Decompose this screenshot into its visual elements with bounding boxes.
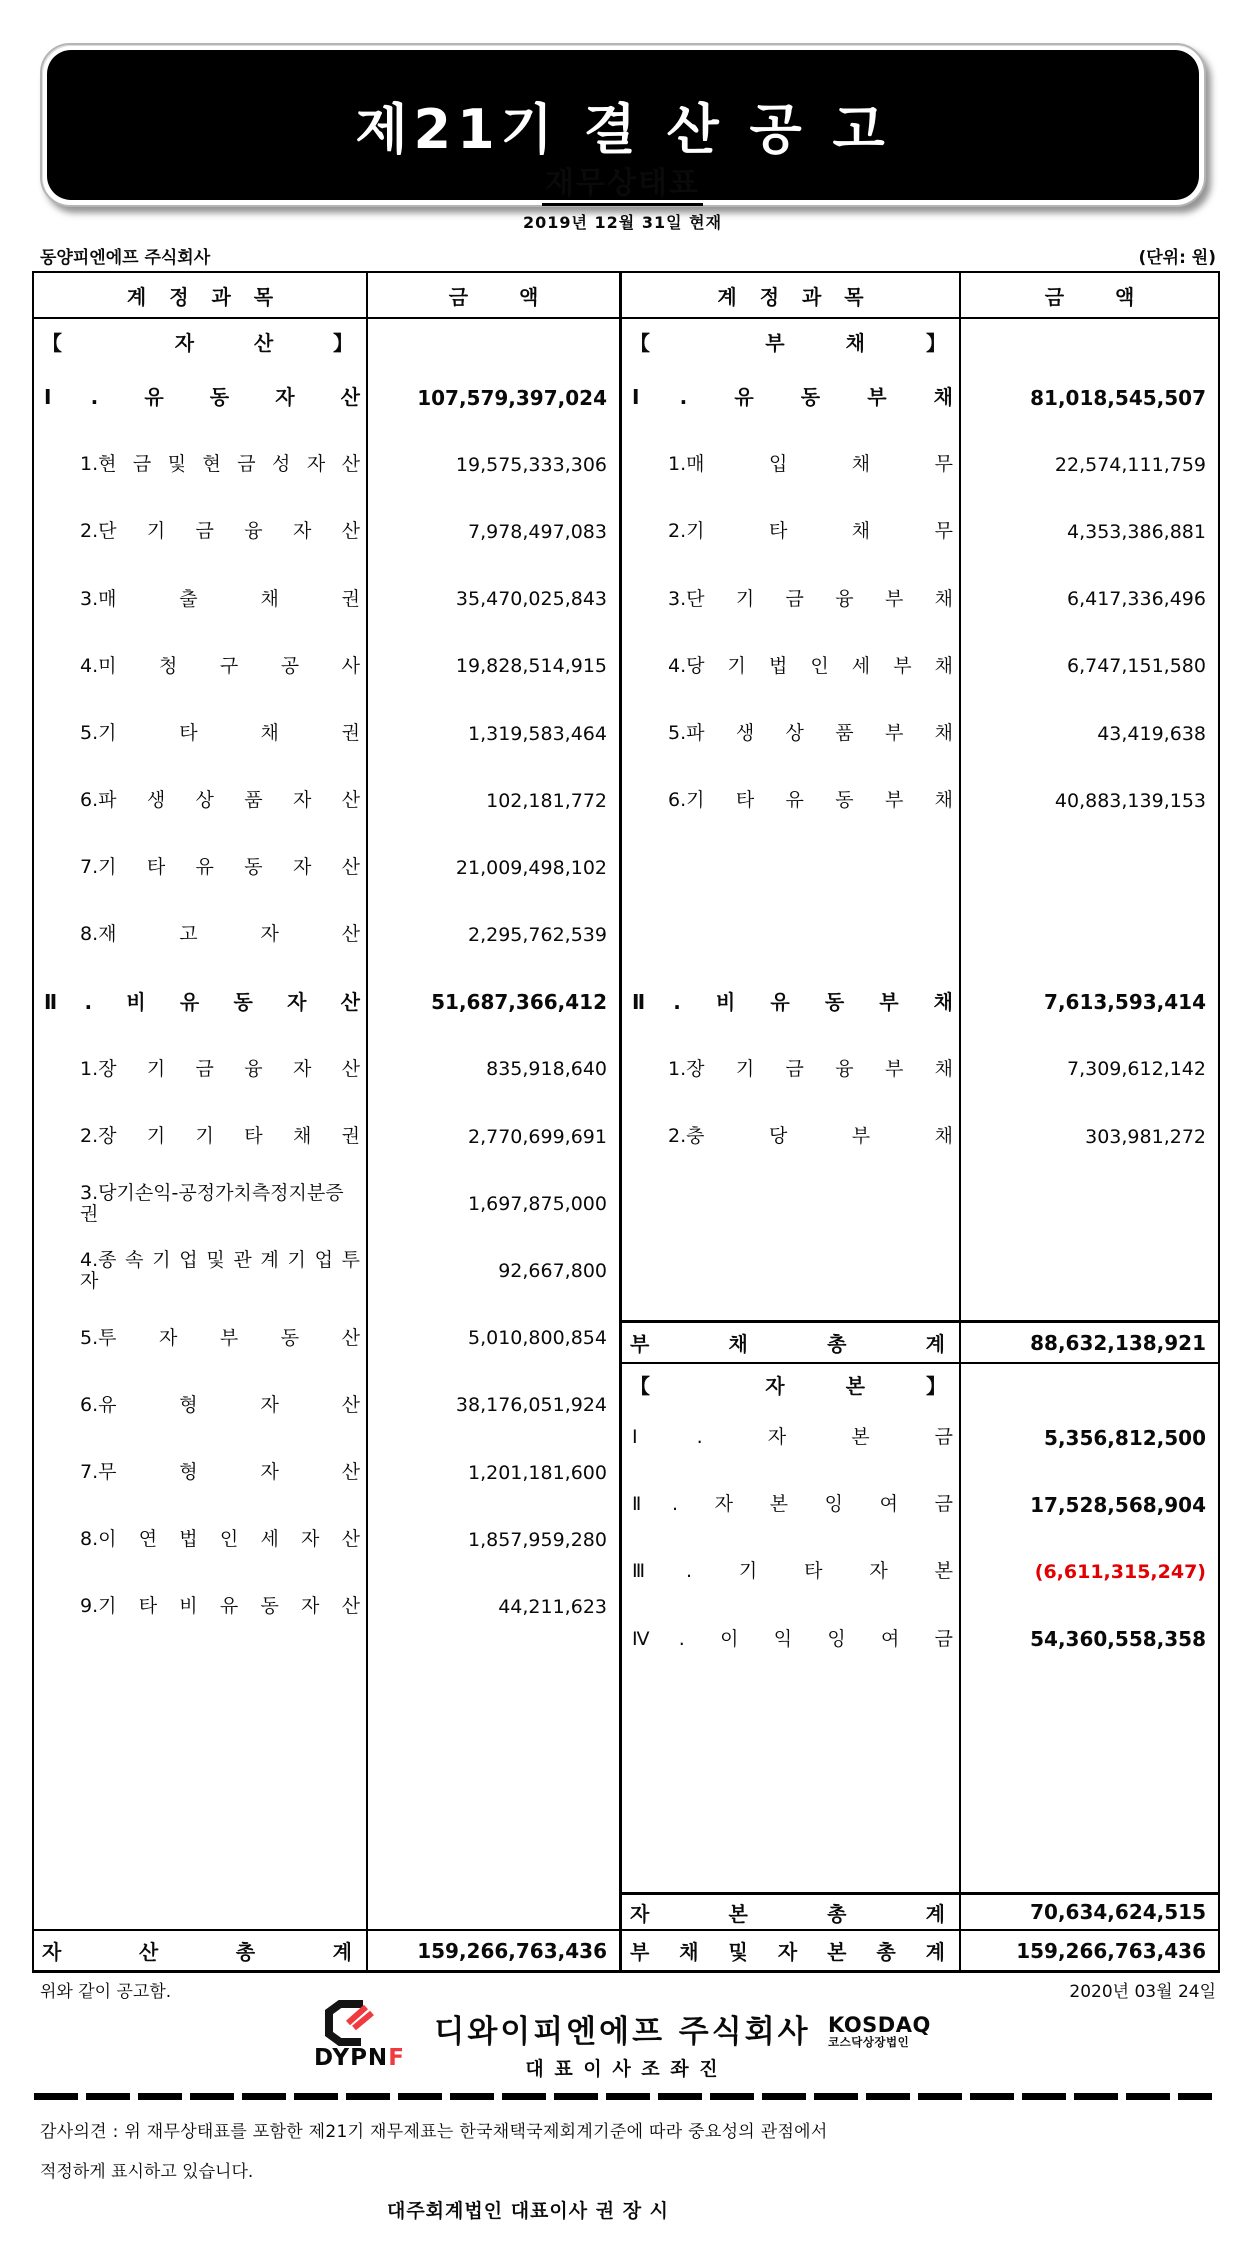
amount-value: 40,883,139,153 bbox=[1054, 789, 1206, 812]
amount-value-negative: (6,611,315,247) bbox=[1034, 1560, 1206, 1583]
liabilities-amount-column bbox=[959, 317, 1218, 1320]
account-label: 1.장 기 금 융 부 채 bbox=[668, 1057, 953, 1080]
amount-value: 107,579,397,024 bbox=[417, 385, 607, 410]
account-label: Ⅱ. 비 유 동 부 채 bbox=[632, 990, 953, 1015]
account-label: 9.기 타 비 유 동 자 산 bbox=[80, 1595, 360, 1618]
amount-value: 1,319,583,464 bbox=[467, 722, 607, 745]
equity-section-label: 【 자 본 】 bbox=[630, 1373, 946, 1398]
assets-total-label: 자 산 총 계 bbox=[42, 1940, 352, 1964]
amount-value: 7,613,593,414 bbox=[1044, 990, 1206, 1015]
account-label: 1.장 기 금 융 자 산 bbox=[80, 1057, 360, 1080]
account-label: 1.현 금 및 현 금 성 자 산 bbox=[80, 453, 360, 476]
auditor-line: 대주회계법인 대표이사 권 장 시 bbox=[386, 2200, 670, 2222]
amount-value: 5,010,800,854 bbox=[467, 1327, 607, 1350]
amount-value: 17,528,568,904 bbox=[1030, 1492, 1206, 1517]
liabilities-label-column bbox=[619, 317, 959, 1320]
header-amount-right: 금 액 bbox=[959, 273, 1218, 317]
amount-value: 303,981,272 bbox=[1085, 1125, 1206, 1148]
account-label: Ⅱ. 비 유 동 자 산 bbox=[44, 990, 360, 1015]
header-account-left: 계 정 과 목 bbox=[126, 284, 274, 309]
assets-section-label: 【 자 산 】 bbox=[42, 331, 353, 355]
account-label: 4.미 청 구 공 사 bbox=[80, 654, 360, 677]
liabilities-section-label: 【 부 채 】 bbox=[630, 331, 946, 355]
amount-value: 51,687,366,412 bbox=[431, 990, 607, 1015]
statement-title: 재무상태표 bbox=[542, 158, 703, 206]
account-label: Ⅲ. 기 타 자 본 bbox=[632, 1560, 953, 1583]
amount-value: 4,353,386,881 bbox=[1066, 520, 1206, 543]
meta-row bbox=[40, 243, 1216, 268]
account-label: Ⅰ. 유 동 자 산 bbox=[44, 385, 360, 410]
account-label: 6.유 형 자 산 bbox=[80, 1393, 360, 1416]
account-label: 7.기 타 유 동 자 산 bbox=[80, 856, 360, 879]
logo-text-red: F bbox=[388, 2045, 405, 2071]
liabilities-equity-total-label: 부 채 및 자 본 총 계 bbox=[630, 1940, 945, 1964]
amount-value: 5,356,812,500 bbox=[1044, 1425, 1206, 1450]
account-label: 3.매 출 채 권 bbox=[80, 587, 360, 610]
amount-value: 1,697,875,000 bbox=[467, 1192, 607, 1215]
amount-value: 81,018,545,507 bbox=[1030, 385, 1206, 410]
amount-value: 92,667,800 bbox=[498, 1260, 607, 1283]
account-label: 4.종 속 기 업 및 관 계 기 업 투 자 bbox=[80, 1248, 360, 1293]
amount-value: 1,857,959,280 bbox=[467, 1528, 607, 1551]
account-label: 3.단 기 금 융 부 채 bbox=[668, 587, 953, 610]
liabilities-total-amount: 88,632,138,921 bbox=[959, 1320, 1218, 1362]
amount-value: 1,201,181,600 bbox=[467, 1461, 607, 1484]
announce-note: 위와 같이 공고함. bbox=[40, 1982, 172, 2002]
account-label: 3.당기손익-공정가치측정지분증권 bbox=[80, 1181, 344, 1225]
unit-note: (단위: 원) bbox=[1138, 248, 1216, 268]
amount-value: 35,470,025,843 bbox=[455, 588, 607, 611]
equity-total-row bbox=[619, 1892, 959, 1929]
kosdaq-listed-label: 코스닥상장법인 bbox=[828, 2035, 910, 2050]
amount-value: 2,770,699,691 bbox=[467, 1125, 607, 1148]
audit-opinion-line1: 감사의견 : 위 재무상태표를 포함한 제21기 재무제표는 한국채택국제회계기준에 따라 중요성의 관점에서 bbox=[40, 2122, 828, 2142]
equity-amount-column bbox=[959, 1362, 1218, 1892]
company-name: 동양피엔에프 주식회사 bbox=[40, 248, 211, 268]
amount-value: 7,309,612,142 bbox=[1066, 1058, 1206, 1081]
header-account-right: 계 정 과 목 bbox=[619, 273, 959, 317]
amount-value: 835,918,640 bbox=[486, 1058, 607, 1081]
liabilities-total-row bbox=[619, 1320, 959, 1362]
balance-sheet-table bbox=[32, 271, 1220, 1973]
account-label: 2.장 기 기 타 채 권 bbox=[80, 1125, 360, 1148]
amount-value: 22,574,111,759 bbox=[1054, 453, 1206, 476]
equity-total-label: 자 본 총 계 bbox=[630, 1901, 945, 1926]
announce-date: 2020년 03월 24일 bbox=[1069, 1982, 1216, 2002]
account-label: 4.당 기 법 인 세 부 채 bbox=[668, 654, 953, 677]
account-label: Ⅱ. 자 본 잉 여 금 bbox=[632, 1493, 953, 1516]
account-label: 8.재 고 자 산 bbox=[80, 923, 360, 946]
assets-label-column bbox=[34, 317, 366, 1929]
amount-value: 6,417,336,496 bbox=[1066, 588, 1206, 611]
assets-total-amount: 159,266,763,436 bbox=[366, 1929, 619, 1970]
amount-value: 2,295,762,539 bbox=[467, 924, 607, 947]
amount-value: 38,176,051,924 bbox=[455, 1394, 607, 1417]
amount-value: 44,211,623 bbox=[498, 1595, 607, 1618]
account-label: Ⅰ. 자 본 금 bbox=[632, 1425, 953, 1448]
statement-subtitle-wrap bbox=[0, 158, 1245, 206]
liabilities-equity-total-row bbox=[619, 1929, 959, 1970]
amount-value: 21,009,498,102 bbox=[455, 856, 607, 879]
section-divider bbox=[34, 2093, 1212, 2100]
ceo-line: 대 표 이 사 조 좌 진 bbox=[525, 2058, 720, 2080]
kosdaq-badge bbox=[828, 2014, 931, 2048]
account-label: 6.기 타 유 동 부 채 bbox=[668, 789, 953, 812]
account-label: 8.이 연 법 인 세 자 산 bbox=[80, 1528, 360, 1551]
logo-text-black: DYPN bbox=[314, 2045, 389, 2071]
account-label: 2.충 당 부 채 bbox=[668, 1125, 953, 1148]
amount-value: 7,978,497,083 bbox=[467, 520, 607, 543]
assets-total-row bbox=[34, 1929, 366, 1970]
account-label: 5.기 타 채 권 bbox=[80, 721, 360, 744]
equity-label-column bbox=[619, 1362, 959, 1892]
account-label: 7.무 형 자 산 bbox=[80, 1460, 360, 1483]
as-of-date: 2019년 12월 31일 현재 bbox=[522, 213, 723, 232]
liabilities-equity-total-amount: 159,266,763,436 bbox=[959, 1929, 1218, 1970]
announce-row bbox=[40, 1977, 1216, 2002]
announcement-title: 제21기 결 산 공 고 bbox=[355, 97, 891, 161]
equity-total-amount: 70,634,624,515 bbox=[959, 1892, 1218, 1929]
account-label: 5.파 생 상 품 부 채 bbox=[668, 721, 953, 744]
audit-opinion-line2: 적정하게 표시하고 있습니다. bbox=[40, 2162, 254, 2182]
amount-value: 19,575,333,306 bbox=[455, 453, 607, 476]
amount-value: 54,360,558,358 bbox=[1030, 1627, 1206, 1652]
liabilities-total-label: 부 채 총 계 bbox=[630, 1332, 945, 1356]
account-label: Ⅳ. 이 익 잉 여 금 bbox=[632, 1627, 953, 1650]
account-label: 1.매 입 채 무 bbox=[668, 453, 953, 476]
account-label: 6.파 생 상 품 자 산 bbox=[80, 789, 360, 812]
signature-block bbox=[0, 2000, 1245, 2090]
amount-value: 102,181,772 bbox=[486, 789, 607, 812]
amount-value: 6,747,151,580 bbox=[1066, 655, 1206, 678]
account-label: 2.기 타 채 무 bbox=[668, 520, 953, 543]
assets-amount-column bbox=[366, 317, 619, 1929]
account-label: Ⅰ. 유 동 부 채 bbox=[632, 385, 953, 410]
header-amount-left: 금 액 bbox=[366, 273, 619, 317]
signature-company-name: 디와이피엔에프 주식회사 bbox=[434, 2014, 811, 2050]
kosdaq-logo-text: KOSDAQ bbox=[828, 2013, 931, 2037]
account-label: 2.단 기 금 융 자 산 bbox=[80, 520, 360, 543]
amount-value: 19,828,514,915 bbox=[455, 655, 607, 678]
account-label: 5.투 자 부 동 산 bbox=[80, 1326, 360, 1349]
amount-value: 43,419,638 bbox=[1097, 722, 1206, 745]
